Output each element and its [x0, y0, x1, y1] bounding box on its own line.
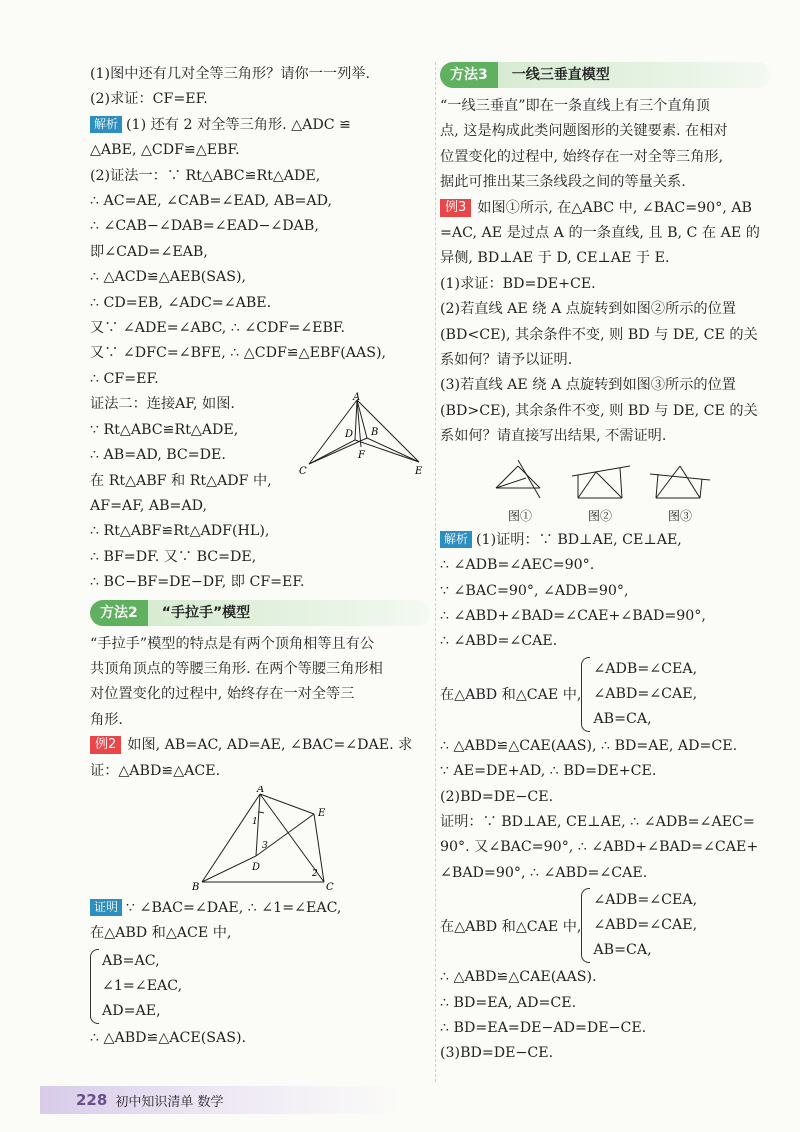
solution-line: ∠BAD=90°, ∴ ∠ABD=∠CAE.: [440, 864, 648, 881]
proof-line-1: 证明 ∵ ∠BAC=∠DAE, ∴ ∠1=∠EAC,: [90, 896, 430, 921]
brace: [581, 888, 590, 963]
proof-line: ∴ CF=EF.: [90, 370, 159, 387]
fig2-angle-3: 3: [262, 840, 268, 851]
proof-conclusion: ∴ △ABD≌△ACE(SAS).: [90, 1029, 247, 1046]
method-3-desc: 位置变化的过程中, 始终存在一对全等三角形,: [440, 148, 724, 165]
fig1-label-a: A: [353, 392, 361, 404]
analysis-line-1: 解析 (1) 还有 2 对全等三角形. △ADC ≌: [90, 113, 430, 138]
solution-line: ∴ ∠ABD+∠BAD=∠CAE+∠BAD=90°,: [440, 607, 706, 624]
solution-line: ∴ BD=EA, AD=CE.: [440, 994, 577, 1011]
fig1-label-d: D: [345, 429, 354, 441]
proof-line: ∴ ∠CAB−∠DAB=∠EAD−∠DAB,: [90, 218, 319, 235]
equation-system-row: [440, 655, 770, 734]
equation-system-row: [440, 886, 770, 965]
system-eq: AD=AE,: [102, 1002, 161, 1019]
fig2-angle-2: 2: [312, 868, 318, 879]
proof-line: 又∵ ∠ADE=∠ABC, ∴ ∠CDF=∠EBF.: [90, 320, 346, 337]
solution-line-1: 解析 (1)证明：∵ BD⊥AE, CE⊥AE,: [440, 528, 770, 553]
figure-1-diagram: [295, 392, 435, 482]
method-2-title: “手拉手”模型: [148, 600, 430, 626]
method-2-badge: 方法2: [90, 600, 148, 626]
fig2-label-c: C: [326, 881, 334, 893]
book-title: 初中知识清单 数学: [115, 1094, 224, 1110]
solution-line: ∵ ∠BAC=90°, ∠ADB=90°,: [440, 582, 629, 599]
system-eq: ∠1=∠EAC,: [102, 977, 183, 994]
solution-line: (2)BD=DE−CE.: [440, 788, 554, 805]
figure-3-1: [488, 458, 552, 524]
system-intro: 在△ABD 和△CAE 中,: [440, 918, 582, 935]
proof-line: ∴ AC=AE, ∠CAB=∠EAD, AB=AD,: [90, 193, 333, 210]
right-column: [440, 62, 770, 1067]
analysis-tag: 解析: [90, 116, 122, 133]
method-2-header: [90, 600, 430, 626]
figure-3-3-diagram: [648, 458, 712, 504]
method-3-title: 一线三垂直模型: [498, 62, 770, 88]
method-3-badge: 方法3: [440, 62, 498, 88]
equation-system: [90, 949, 430, 1024]
example-3-line-3: 异侧, BD⊥AE 于 D, CE⊥AE 于 E.: [440, 250, 670, 267]
figure-3-3: [648, 458, 712, 524]
example-3-q2: (2)若直线 AE 绕 A 点旋转到如图②所示的位置: [440, 301, 736, 318]
proof-two-line: 在 Rt△ABF 和 Rt△ADF 中,: [90, 472, 272, 489]
fig2-label-d: D: [252, 861, 261, 873]
proof-two-line: ∴ AB=AD, BC=DE.: [90, 447, 226, 464]
solution-line: ∴ ∠ADB=∠AEC=90°.: [440, 557, 595, 574]
method-2-desc: “手拉手”模型的特点是有两个顶角相等且有公: [90, 635, 375, 652]
method-3-desc: 点, 这是构成此类问题图形的关键要素. 在相对: [440, 123, 728, 140]
proof-two-line: ∴ Rt△ABF≌Rt△ADF(HL),: [90, 523, 270, 540]
fig1-label-c: C: [299, 466, 307, 478]
proof-line: (2)证法一：∵ Rt△ABC≌Rt△ADE,: [90, 167, 321, 184]
column-divider: [435, 62, 436, 1082]
proof-line: 又∵ ∠DFC=∠BFE, ∴ △CDF≌△EBF(AAS),: [90, 345, 387, 362]
example-2-line-2: 证：△ABD≌△ACE.: [90, 762, 221, 779]
solution-line: ∴ △ABD≌△CAE(AAS).: [440, 969, 597, 986]
proof-tag: 证明: [90, 899, 122, 916]
system-eq: ∠ADB=∠CEA,: [593, 892, 698, 909]
left-column: [90, 62, 430, 1051]
system-eq: ∠ABD=∠CAE,: [593, 685, 698, 702]
fig2-angle-1: 1: [252, 816, 258, 827]
example-3-tag: 例3: [440, 199, 471, 217]
proof-two-line: 证法二：连接AF, 如图.: [90, 396, 235, 413]
proof-two-line: ∵ Rt△ABC≌Rt△ADE,: [90, 421, 239, 438]
example-3-q3: (BD>CE), 其余条件不变, 则 BD 与 DE, CE 的关: [440, 402, 758, 419]
proof-two-line: ∴ BC−BF=DE−DF, 即 CF=EF.: [90, 574, 305, 591]
solution-line: 证明：∵ BD⊥AE, CE⊥AE, ∴ ∠ADB=∠AEC=: [440, 813, 755, 830]
system-eq: ∠ABD=∠CAE,: [593, 917, 698, 934]
method-2-desc: 共顶角顶点的等腰三角形. 在两个等腰三角形相: [90, 660, 383, 677]
method-2-desc: 对位置变化的过程中, 始终存在一对全等三: [90, 686, 355, 703]
system-eq: AB=CA,: [593, 710, 652, 727]
figure-3-1-diagram: [488, 458, 552, 504]
solution-line: ∴ BD=EA=DE−AD=DE−CE.: [440, 1019, 647, 1036]
equation-system: [581, 888, 697, 963]
example-3-figures: [480, 458, 720, 524]
example-3-line-1: 例3 如图①所示, 在△ABC 中, ∠BAC=90°, AB: [440, 196, 770, 221]
proof-two-line: ∴ BF=DF. 又∵ BC=DE,: [90, 548, 257, 565]
proof-line: ∴ △ACD≌△AEB(SAS),: [90, 269, 247, 286]
brace: [90, 949, 99, 1024]
proof-line: ∴ CD=EB, ∠ADC=∠ABE.: [90, 294, 272, 311]
equation-system: [581, 657, 697, 732]
solution-line: ∴ △ABD≌△CAE(AAS), ∴ BD=AE, AD=CE.: [440, 737, 738, 754]
example-3-line-2: =AC, AE 是过点 A 的一条直线, 且 B, C 在 AE 的: [440, 225, 760, 242]
figure-caption: 图③: [667, 508, 692, 523]
figure-caption: 图②: [587, 508, 612, 523]
solution-line: ∵ AE=DE+AD, ∴ BD=DE+CE.: [440, 763, 657, 780]
solution-line: ∴ ∠ABD=∠CAE.: [440, 633, 558, 650]
solution-tag: 解析: [440, 531, 472, 548]
method-3-desc: 据此可推出某三条线段之间的等量关系.: [440, 174, 686, 191]
solution-line: (3)BD=DE−CE.: [440, 1045, 554, 1062]
page-footer: [40, 1086, 400, 1114]
fig2-label-e: E: [318, 807, 326, 819]
question-2: (2)求证：CF=EF.: [90, 91, 208, 108]
example-3-q2: 系如何？请予以证明.: [440, 352, 573, 369]
analysis-line-2: △ABE, △CDF≌△EBF.: [90, 142, 240, 159]
figure-2-diagram: [90, 786, 430, 896]
example-3-q2: (BD<CE), 其余条件不变, 则 BD 与 DE, CE 的关: [440, 326, 758, 343]
system-eq: AB=AC,: [102, 952, 160, 969]
example-2-tag: 例2: [90, 736, 121, 754]
question-1: (1)图中还有几对全等三角形？请你一一列举.: [90, 66, 370, 82]
method-3-desc: “一线三垂直”即在一条直线上有三个直角顶: [440, 98, 710, 114]
example-3-q1: (1)求证：BD=DE+CE.: [440, 275, 596, 292]
fig1-label-e: E: [415, 466, 423, 478]
example-2-line-1: 例2 如图, AB=AC, AD=AE, ∠BAC=∠DAE. 求: [90, 733, 430, 758]
proof-two-line: AF=AF, AB=AD,: [90, 497, 208, 514]
figure-3-2: [568, 458, 632, 524]
proof-two-block: [90, 392, 430, 595]
brace: [581, 657, 590, 732]
system-eq: AB=CA,: [593, 942, 652, 959]
system-eq: ∠ADB=∠CEA,: [593, 660, 698, 677]
page-number: 228: [76, 1091, 108, 1109]
figure-caption: 图①: [507, 508, 532, 523]
system-intro: 在△ABD 和△CAE 中,: [440, 687, 582, 704]
example-3-q3: 系如何？请直接写出结果, 不需证明.: [440, 428, 667, 445]
figure-3-2-diagram: [568, 458, 632, 504]
solution-line: 90°. 又∠BAC=90°, ∴ ∠ABD+∠BAD=∠CAE+: [440, 839, 759, 856]
method-2-desc: 角形.: [90, 711, 123, 728]
proof-line-2: 在△ABD 和△ACE 中,: [90, 925, 232, 942]
fig1-label-f: F: [358, 450, 365, 462]
proof-line: 即∠CAD=∠EAB,: [90, 243, 208, 260]
fig2-label-a: A: [257, 785, 265, 795]
method-3-header: [440, 62, 770, 88]
example-3-q3: (3)若直线 AE 绕 A 点旋转到如图③所示的位置: [440, 377, 736, 394]
fig1-label-b: B: [371, 427, 379, 439]
fig2-label-b: B: [192, 881, 200, 893]
